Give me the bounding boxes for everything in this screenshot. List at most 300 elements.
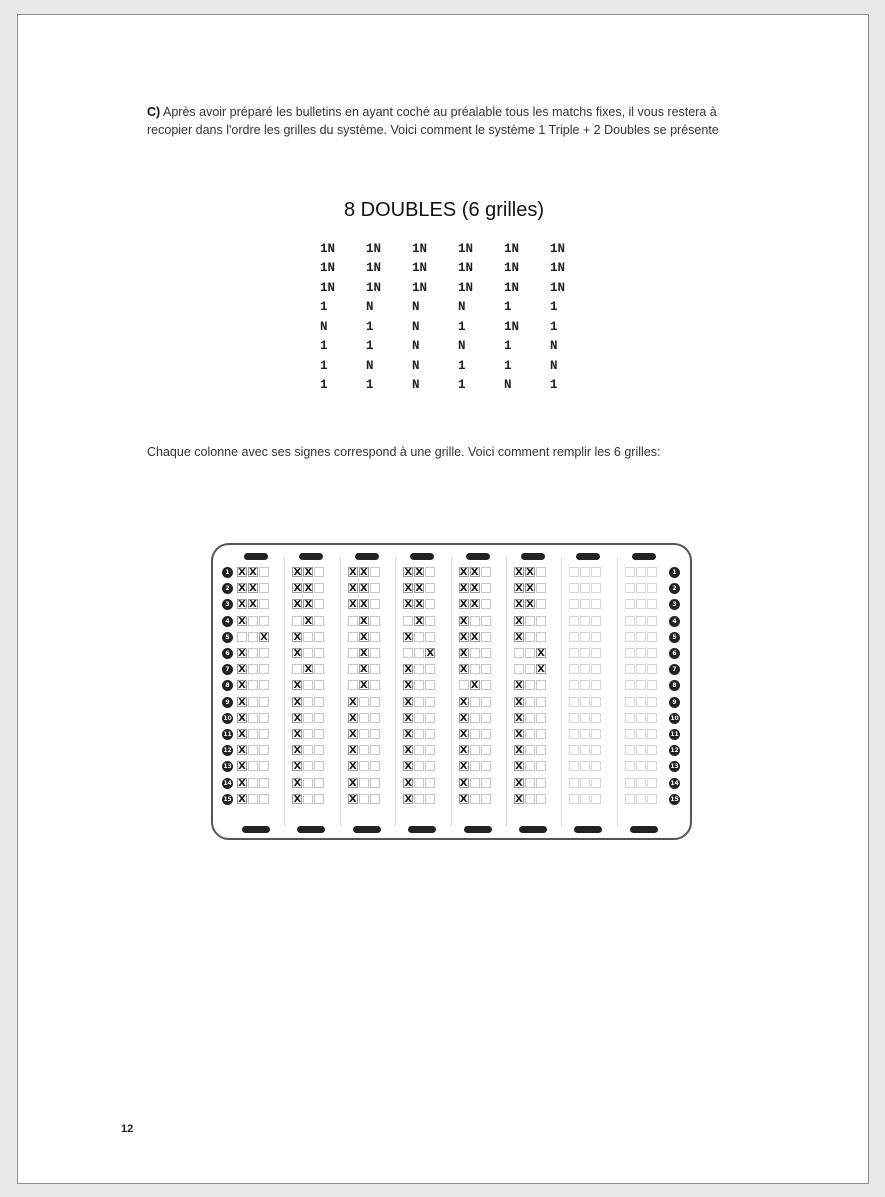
checkbox[interactable]: X [459, 631, 468, 643]
checkbox[interactable] [259, 794, 269, 804]
checkbox[interactable]: X [404, 664, 413, 676]
checkbox[interactable] [370, 697, 380, 707]
checkbox[interactable]: X [459, 729, 468, 740]
checkbox[interactable]: X [459, 793, 468, 805]
checkbox[interactable] [481, 648, 491, 658]
checkbox[interactable] [536, 729, 546, 739]
checkbox[interactable] [591, 778, 601, 788]
checkbox[interactable]: X [515, 777, 523, 789]
checkbox[interactable] [647, 697, 657, 707]
checkbox[interactable]: X [348, 712, 357, 724]
checkbox[interactable] [525, 632, 535, 642]
checkbox[interactable] [591, 745, 601, 755]
checkbox[interactable] [647, 713, 657, 723]
checkbox[interactable] [647, 778, 657, 788]
checkbox[interactable] [625, 648, 635, 658]
checkbox[interactable] [569, 680, 579, 690]
checkbox[interactable] [591, 632, 601, 642]
checkbox[interactable]: X [459, 745, 468, 757]
checkbox[interactable] [525, 664, 535, 674]
checkbox[interactable] [647, 648, 657, 658]
checkbox[interactable] [625, 761, 635, 771]
checkbox[interactable] [370, 729, 380, 739]
checkbox[interactable] [470, 697, 480, 707]
checkbox[interactable]: X [304, 664, 313, 676]
checkbox[interactable] [414, 697, 424, 707]
checkbox[interactable] [348, 616, 358, 626]
checkbox[interactable] [536, 794, 546, 804]
checkbox[interactable] [370, 599, 380, 609]
checkbox[interactable] [569, 778, 579, 788]
checkbox[interactable] [591, 599, 601, 609]
checkbox[interactable] [636, 761, 646, 771]
checkbox[interactable] [470, 778, 480, 788]
checkbox[interactable] [525, 729, 535, 739]
checkbox[interactable] [481, 583, 491, 593]
checkbox[interactable] [370, 583, 380, 593]
checkbox[interactable] [470, 745, 480, 755]
checkbox[interactable]: X [404, 680, 413, 692]
checkbox[interactable] [303, 745, 313, 755]
checkbox[interactable] [303, 697, 313, 707]
checkbox[interactable]: X [304, 583, 313, 595]
checkbox[interactable] [569, 583, 579, 593]
checkbox[interactable]: X [348, 761, 357, 773]
checkbox[interactable] [625, 745, 635, 755]
checkbox[interactable] [370, 616, 380, 626]
checkbox[interactable] [425, 567, 435, 577]
checkbox[interactable] [625, 583, 635, 593]
checkbox[interactable]: X [293, 745, 302, 757]
checkbox[interactable]: X [359, 583, 368, 595]
checkbox[interactable] [536, 745, 546, 755]
checkbox[interactable] [647, 567, 657, 577]
checkbox[interactable] [536, 713, 546, 723]
checkbox[interactable]: X [459, 583, 468, 595]
checkbox[interactable]: X [293, 696, 302, 708]
checkbox[interactable] [525, 680, 535, 690]
checkbox[interactable] [425, 664, 435, 674]
checkbox[interactable] [569, 729, 579, 739]
checkbox[interactable]: X [404, 777, 413, 789]
checkbox[interactable]: X [537, 664, 545, 676]
checkbox[interactable]: X [459, 599, 468, 611]
checkbox[interactable] [569, 567, 579, 577]
checkbox[interactable] [314, 794, 324, 804]
checkbox[interactable] [481, 778, 491, 788]
checkbox[interactable]: X [415, 567, 424, 578]
checkbox[interactable] [569, 713, 579, 723]
checkbox[interactable] [481, 599, 491, 609]
checkbox[interactable] [470, 616, 480, 626]
checkbox[interactable] [370, 761, 380, 771]
checkbox[interactable] [303, 761, 313, 771]
checkbox[interactable] [470, 648, 480, 658]
checkbox[interactable] [636, 697, 646, 707]
checkbox[interactable] [259, 713, 269, 723]
checkbox[interactable] [414, 664, 424, 674]
checkbox[interactable] [370, 567, 380, 577]
checkbox[interactable]: X [348, 729, 357, 740]
checkbox[interactable]: X [348, 793, 357, 805]
checkbox[interactable]: X [515, 696, 523, 708]
checkbox[interactable] [470, 761, 480, 771]
checkbox[interactable]: X [238, 729, 246, 740]
checkbox[interactable] [569, 794, 579, 804]
checkbox[interactable] [636, 794, 646, 804]
checkbox[interactable]: X [293, 793, 302, 805]
checkbox[interactable] [414, 761, 424, 771]
checkbox[interactable] [580, 778, 590, 788]
checkbox[interactable] [580, 616, 590, 626]
checkbox[interactable] [314, 616, 324, 626]
checkbox[interactable]: X [238, 696, 246, 708]
checkbox[interactable] [248, 729, 258, 739]
checkbox[interactable]: X [238, 567, 246, 578]
checkbox[interactable]: X [526, 583, 534, 595]
checkbox[interactable]: X [459, 777, 468, 789]
checkbox[interactable] [481, 616, 491, 626]
checkbox[interactable] [459, 680, 469, 690]
checkbox[interactable]: X [470, 631, 479, 643]
checkbox[interactable]: X [293, 729, 302, 740]
checkbox[interactable]: X [348, 745, 357, 757]
checkbox[interactable] [647, 761, 657, 771]
checkbox[interactable]: X [404, 583, 413, 595]
checkbox[interactable] [314, 745, 324, 755]
checkbox[interactable] [314, 648, 324, 658]
checkbox[interactable]: X [249, 599, 257, 611]
checkbox[interactable]: X [459, 712, 468, 724]
checkbox[interactable] [580, 729, 590, 739]
checkbox[interactable] [525, 778, 535, 788]
checkbox[interactable] [647, 664, 657, 674]
checkbox[interactable] [359, 745, 369, 755]
checkbox[interactable] [625, 664, 635, 674]
checkbox[interactable]: X [404, 745, 413, 757]
checkbox[interactable]: X [293, 567, 302, 578]
checkbox[interactable] [370, 632, 380, 642]
checkbox[interactable] [425, 632, 435, 642]
checkbox[interactable] [370, 778, 380, 788]
checkbox[interactable] [303, 794, 313, 804]
checkbox[interactable] [636, 680, 646, 690]
checkbox[interactable]: X [415, 599, 424, 611]
checkbox[interactable] [470, 713, 480, 723]
checkbox[interactable] [259, 664, 269, 674]
checkbox[interactable] [636, 745, 646, 755]
checkbox[interactable]: X [404, 712, 413, 724]
checkbox[interactable] [425, 680, 435, 690]
checkbox[interactable] [525, 794, 535, 804]
checkbox[interactable]: X [238, 664, 246, 676]
checkbox[interactable] [314, 761, 324, 771]
checkbox[interactable] [569, 648, 579, 658]
checkbox[interactable] [569, 616, 579, 626]
checkbox[interactable] [248, 648, 258, 658]
checkbox[interactable]: X [515, 745, 523, 757]
checkbox[interactable] [636, 616, 646, 626]
checkbox[interactable] [348, 664, 358, 674]
checkbox[interactable] [625, 616, 635, 626]
checkbox[interactable] [359, 729, 369, 739]
checkbox[interactable] [370, 664, 380, 674]
checkbox[interactable]: X [459, 648, 468, 659]
checkbox[interactable] [425, 616, 435, 626]
checkbox[interactable] [481, 729, 491, 739]
checkbox[interactable] [303, 648, 313, 658]
checkbox[interactable]: X [359, 631, 368, 643]
checkbox[interactable]: X [404, 793, 413, 805]
checkbox[interactable]: X [515, 567, 523, 578]
checkbox[interactable] [569, 599, 579, 609]
checkbox[interactable]: X [238, 680, 246, 692]
checkbox[interactable] [580, 599, 590, 609]
checkbox[interactable] [259, 697, 269, 707]
checkbox[interactable]: X [348, 599, 357, 611]
checkbox[interactable]: X [359, 615, 368, 627]
checkbox[interactable] [481, 713, 491, 723]
checkbox[interactable]: X [238, 648, 246, 659]
checkbox[interactable] [536, 778, 546, 788]
checkbox[interactable]: X [515, 729, 523, 740]
checkbox[interactable] [359, 761, 369, 771]
checkbox[interactable] [525, 648, 535, 658]
checkbox[interactable]: X [404, 631, 413, 643]
checkbox[interactable] [525, 745, 535, 755]
checkbox[interactable] [536, 761, 546, 771]
checkbox[interactable]: X [293, 680, 302, 692]
checkbox[interactable] [525, 697, 535, 707]
checkbox[interactable] [636, 599, 646, 609]
checkbox[interactable] [591, 713, 601, 723]
checkbox[interactable] [636, 729, 646, 739]
checkbox[interactable] [303, 632, 313, 642]
checkbox[interactable] [348, 648, 358, 658]
checkbox[interactable] [636, 778, 646, 788]
checkbox[interactable]: X [359, 648, 368, 659]
checkbox[interactable]: X [404, 729, 413, 740]
checkbox[interactable] [647, 616, 657, 626]
checkbox[interactable]: X [304, 615, 313, 627]
checkbox[interactable] [248, 745, 258, 755]
checkbox[interactable]: X [470, 680, 479, 692]
checkbox[interactable]: X [459, 696, 468, 708]
checkbox[interactable] [370, 745, 380, 755]
checkbox[interactable] [591, 794, 601, 804]
checkbox[interactable] [259, 648, 269, 658]
checkbox[interactable]: X [470, 599, 479, 611]
checkbox[interactable] [625, 729, 635, 739]
checkbox[interactable] [314, 632, 324, 642]
checkbox[interactable] [536, 632, 546, 642]
checkbox[interactable] [314, 664, 324, 674]
checkbox[interactable] [248, 713, 258, 723]
checkbox[interactable] [481, 664, 491, 674]
checkbox[interactable] [425, 697, 435, 707]
checkbox[interactable]: X [238, 712, 246, 724]
checkbox[interactable] [470, 794, 480, 804]
checkbox[interactable]: X [238, 793, 246, 805]
checkbox[interactable]: X [515, 712, 523, 724]
checkbox[interactable] [248, 761, 258, 771]
checkbox[interactable]: X [293, 599, 302, 611]
checkbox[interactable] [248, 616, 258, 626]
checkbox[interactable] [314, 729, 324, 739]
checkbox[interactable] [580, 583, 590, 593]
checkbox[interactable]: X [470, 567, 479, 578]
checkbox[interactable] [359, 713, 369, 723]
checkbox[interactable] [636, 567, 646, 577]
checkbox[interactable] [625, 599, 635, 609]
checkbox[interactable] [481, 745, 491, 755]
checkbox[interactable]: X [459, 761, 468, 773]
checkbox[interactable] [259, 745, 269, 755]
checkbox[interactable]: X [537, 648, 545, 659]
checkbox[interactable] [647, 599, 657, 609]
checkbox[interactable] [470, 664, 480, 674]
checkbox[interactable] [370, 680, 380, 690]
checkbox[interactable] [536, 616, 546, 626]
checkbox[interactable] [370, 648, 380, 658]
checkbox[interactable] [348, 632, 358, 642]
checkbox[interactable]: X [238, 599, 246, 611]
checkbox[interactable]: X [404, 599, 413, 611]
checkbox[interactable]: X [515, 599, 523, 611]
checkbox[interactable] [525, 713, 535, 723]
checkbox[interactable]: X [515, 680, 523, 692]
checkbox[interactable] [580, 761, 590, 771]
checkbox[interactable] [292, 664, 302, 674]
checkbox[interactable]: X [359, 680, 368, 692]
checkbox[interactable]: X [359, 567, 368, 578]
checkbox[interactable]: X [415, 615, 424, 627]
checkbox[interactable]: X [515, 793, 523, 805]
checkbox[interactable] [314, 567, 324, 577]
checkbox[interactable] [403, 648, 413, 658]
checkbox[interactable] [314, 680, 324, 690]
checkbox[interactable] [303, 713, 313, 723]
checkbox[interactable] [414, 648, 424, 658]
checkbox[interactable] [591, 583, 601, 593]
checkbox[interactable]: X [304, 567, 313, 578]
checkbox[interactable] [625, 680, 635, 690]
checkbox[interactable] [414, 632, 424, 642]
checkbox[interactable] [481, 794, 491, 804]
checkbox[interactable] [580, 794, 590, 804]
checkbox[interactable] [259, 680, 269, 690]
checkbox[interactable]: X [304, 599, 313, 611]
checkbox[interactable] [259, 761, 269, 771]
checkbox[interactable] [625, 794, 635, 804]
checkbox[interactable] [636, 713, 646, 723]
checkbox[interactable] [359, 794, 369, 804]
checkbox[interactable] [481, 567, 491, 577]
checkbox[interactable] [580, 664, 590, 674]
checkbox[interactable] [425, 745, 435, 755]
checkbox[interactable] [580, 697, 590, 707]
checkbox[interactable] [636, 632, 646, 642]
checkbox[interactable] [647, 632, 657, 642]
checkbox[interactable]: X [426, 648, 435, 659]
checkbox[interactable] [414, 713, 424, 723]
checkbox[interactable]: X [404, 761, 413, 773]
checkbox[interactable] [591, 761, 601, 771]
checkbox[interactable] [636, 583, 646, 593]
checkbox[interactable] [248, 664, 258, 674]
checkbox[interactable]: X [348, 567, 357, 578]
checkbox[interactable] [536, 583, 546, 593]
checkbox[interactable]: X [238, 761, 246, 773]
checkbox[interactable]: X [459, 664, 468, 676]
checkbox[interactable] [591, 697, 601, 707]
checkbox[interactable] [481, 761, 491, 771]
checkbox[interactable] [569, 664, 579, 674]
checkbox[interactable]: X [470, 583, 479, 595]
checkbox[interactable] [514, 648, 524, 658]
checkbox[interactable] [481, 697, 491, 707]
checkbox[interactable] [259, 729, 269, 739]
checkbox[interactable]: X [404, 696, 413, 708]
checkbox[interactable] [303, 729, 313, 739]
checkbox[interactable] [647, 745, 657, 755]
checkbox[interactable] [481, 632, 491, 642]
checkbox[interactable] [481, 680, 491, 690]
checkbox[interactable] [303, 778, 313, 788]
checkbox[interactable] [425, 794, 435, 804]
checkbox[interactable] [525, 616, 535, 626]
checkbox[interactable] [625, 713, 635, 723]
checkbox[interactable]: X [459, 615, 468, 627]
checkbox[interactable]: X [293, 631, 302, 643]
checkbox[interactable] [647, 583, 657, 593]
checkbox[interactable] [314, 697, 324, 707]
checkbox[interactable] [403, 616, 413, 626]
checkbox[interactable] [414, 729, 424, 739]
checkbox[interactable] [580, 713, 590, 723]
checkbox[interactable] [536, 697, 546, 707]
checkbox[interactable] [314, 583, 324, 593]
checkbox[interactable] [259, 567, 269, 577]
checkbox[interactable] [259, 599, 269, 609]
checkbox[interactable]: X [459, 567, 468, 578]
checkbox[interactable]: X [293, 712, 302, 724]
checkbox[interactable]: X [515, 761, 523, 773]
checkbox[interactable]: X [526, 599, 534, 611]
checkbox[interactable] [569, 697, 579, 707]
checkbox[interactable]: X [238, 615, 246, 627]
checkbox[interactable]: X [249, 567, 257, 578]
checkbox[interactable] [636, 648, 646, 658]
checkbox[interactable]: X [515, 615, 523, 627]
checkbox[interactable]: X [293, 648, 302, 659]
checkbox[interactable] [248, 697, 258, 707]
checkbox[interactable] [303, 680, 313, 690]
checkbox[interactable] [414, 680, 424, 690]
checkbox[interactable]: X [238, 583, 246, 595]
checkbox[interactable] [536, 567, 546, 577]
checkbox[interactable] [625, 697, 635, 707]
checkbox[interactable] [569, 761, 579, 771]
checkbox[interactable] [370, 794, 380, 804]
checkbox[interactable]: X [238, 745, 246, 757]
checkbox[interactable]: X [249, 583, 257, 595]
checkbox[interactable]: X [293, 583, 302, 595]
checkbox[interactable] [591, 680, 601, 690]
checkbox[interactable] [314, 599, 324, 609]
checkbox[interactable] [580, 745, 590, 755]
checkbox[interactable] [525, 761, 535, 771]
